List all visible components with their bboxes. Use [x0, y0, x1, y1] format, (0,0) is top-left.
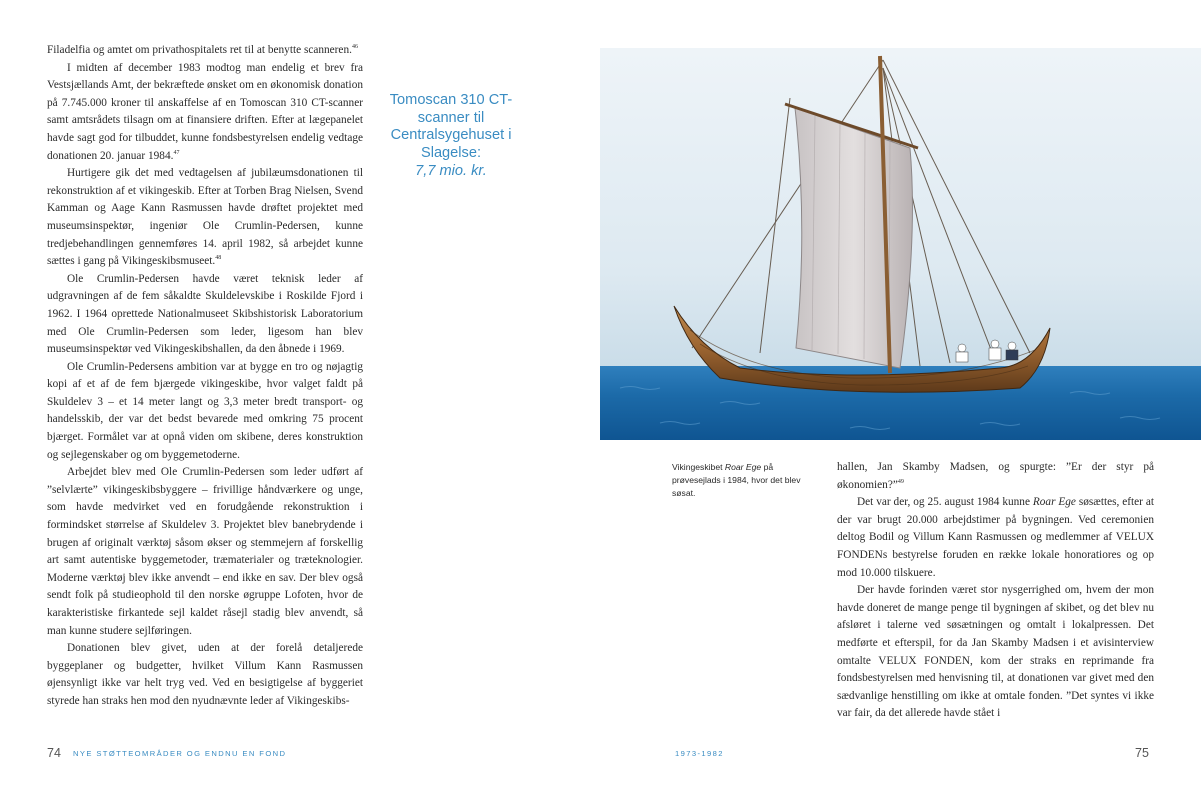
viking-ship-photo: [600, 48, 1201, 440]
running-head-left: NYE STØTTEOMRÅDER OG ENDNU EN FOND: [73, 749, 287, 758]
page-number-left: 74: [47, 746, 61, 760]
paragraph: Hurtigere gik det med vedtagelsen af jubilæumsdonationen til rekonstruktion af et vikingeskib. Efter at Torben Brag Nielsen, Svend Kamman og Aage Kann Rasmussen havde drøftet projektet med museumsinspektør, ingeniør Ole Crumlin-Pedersen, kunne tredjebehandlingen gennemføres 14. april 1982, så arbejdet kunne sættes i gang på Vikingeskibsmuseet.$^{48}$: [47, 167, 363, 268]
pullquote: [380, 92, 522, 181]
paragraph: Det var der, og 25. august 1984 kunne Roar Ege søsættes, efter at der var brugt 20.000 arbejdstimer på bygningen. Ved ceremonien deltog Bodil og Villum Kann Rasmussen og medlemmer af VELUX FONDENs bestyrelse foruden en række lokale honoratiores og op mod 10.000 tilskuere.: [837, 496, 1154, 579]
paragraph: Ole Crumlin-Pedersens ambition var at bygge en tro og nøjagtig kopi af et af de fem bjærgede vikingeskibe, hvor valget faldt på Skuldelev 3 – et 14 meter langt og 3,3 meter bredt transport- og handelsskib, der var det bedst bevarede med omkring 75 procent bjærget. Formålet var at opnå viden om skibene, deres konstruktion og sejlegenskaber og om byggemetoderne.: [47, 360, 363, 461]
viking-ship-illustration: [600, 48, 1201, 440]
paragraph: Arbejdet blev med Ole Crumlin-Pedersen som leder udført af ”selvlærte” vikingeskibsbyggere – frivillige håndværkere og unge, som havde medvirket ved en forudgående rekonstruktion i formindsket størrelse af Skuldelev 3. Projektet blev banebrydende i brugen af originalt værktøj såsom økser og stemmejern af forskellig art samt autentiske byggemetoder, træmaterialer og træteknologier. Moderne værktøj blev ikke anvendt – end ikke en sav. Der blev også sendt folk på studieophold til den norske øgruppe Lofoten, hvor de karakteristiske firkantede sejl kaldet råsejl stadig blev anvendt, så man kunne studere sejlføringen.: [47, 466, 363, 637]
caption-ship-name: Roar Ege: [724, 462, 762, 472]
right-body-text: [837, 459, 1154, 723]
page-number-right: 75: [1135, 746, 1149, 760]
pullquote-text: Tomoscan 310 CT-scanner til Centralsygehuset i Slagelse:: [389, 92, 513, 162]
paragraph: hallen, Jan Skamby Madsen, og spurgte: ”Er der styr på økonomien?”$^{49}$: [837, 461, 1154, 491]
paragraph: Donationen blev givet, uden at der forelå detaljerede byggeplaner og budgetter, hvilket Villum Kann Rasmussen øjensynligt ikke var helt tryg ved. Ved en besigtigelse af byggeriet styrede han straks hen mod den nyudnævnte leder af Vikingeskibs-: [47, 642, 363, 707]
photo-caption: Vikingeskibet Roar Ege på prøvesejlads i 1984, hvor det blev søsat.: [672, 462, 801, 498]
left-body-text: [47, 42, 363, 711]
paragraph: Ole Crumlin-Pedersen havde været teknisk leder af udgravningen af de fem såkaldte Skuldelevskibe i Roskilde Fjord i 1962. I 1964 oprettede Nationalmuseet Skibshistorisk Laboratorium med Ole Crumlin-Pedersen som leder, ligesom han blev museumsinspektør ved Vikingeskibshallen, da den åbnede i 1969.: [47, 272, 363, 356]
pullquote-amount: 7,7 mio. kr.: [415, 162, 487, 179]
paragraph: Der havde forinden været stor nysgerrighed om, hvem der mon havde doneret de mange penge til bygningen af skibet, og det blev nu afsløret i talerne ved søsætningen og omtalt i lokalpressen. Det medførte et efterspil, for da Jan Skamby Madsen i et avisinterview omtalte VELUX FONDEN, kom der straks en reprimande fra fondsbestyrelsen med henvisning til, at donationen var givet med den sædvanlige henstilling om ikke at omtale fonden. ”Det syntes vi ikke var fair, da det allerede havde stået i: [837, 584, 1154, 720]
running-head-right: 1973-1982: [675, 749, 724, 758]
paragraph: Filadelfia og amtet om privathospitalets ret til at benytte scanneren.$^{46}$: [47, 44, 358, 56]
paragraph: I midten af december 1983 modtog man endelig et brev fra Vestsjællands Amt, der bekræftede ønsket om en økonomisk donation på 7.745.000 kroner til anskaffelse af en Tomoscan 310 CT-scanner samt amtsrådets tilsagn om at finansiere driften. Efter at lægepanelet havde sagt god for tilbuddet, kunne fondsbestyrelsen endelig vedtage donationen 20. januar 1984.47: [47, 61, 363, 162]
